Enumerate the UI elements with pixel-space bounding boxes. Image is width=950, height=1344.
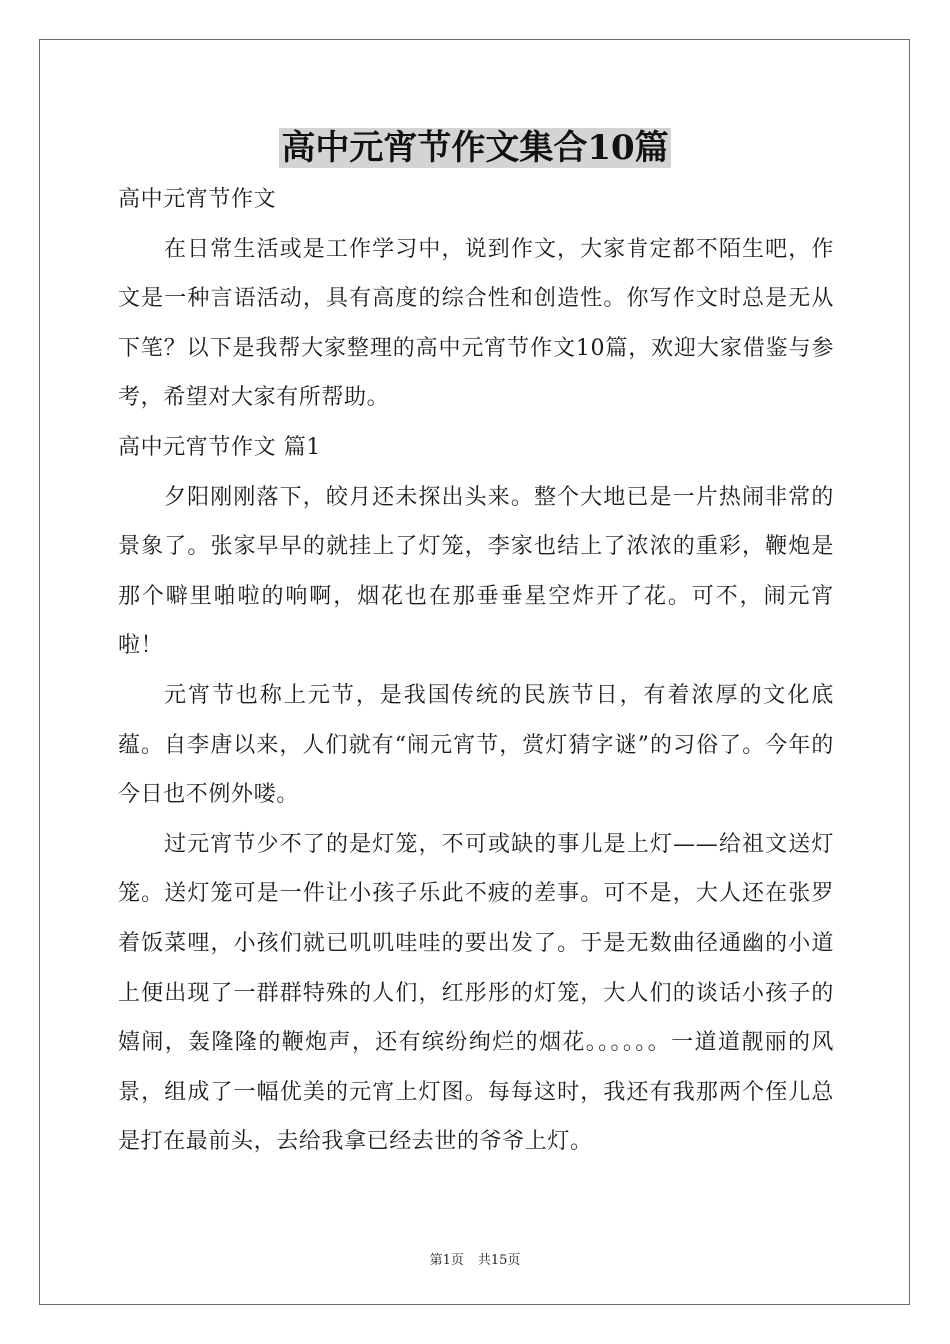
page-number: 第1页 [429, 1253, 464, 1268]
section-heading: 高中元宵节作文 篇1 [118, 434, 321, 460]
page-footer [0, 1249, 950, 1268]
document-title [0, 128, 950, 168]
body-paragraph: 夕阳刚刚落下，皎月还未探出头来。整个大地已是一片热闹非常的景象了。张家早早的就挂上了灯笼，李家也结上了浓浓的重彩，鞭炮是那个噼里啪啦的响啊，烟花也在那垂垂星空炸开了花。可不，闹元宵啦！ [118, 484, 834, 659]
document-body [118, 175, 834, 1167]
body-paragraph: 元宵节也称上元节，是我国传统的民族节日，有着浓厚的文化底蕴。自李唐以来，人们就有“闹元宵节，赏灯猜字谜”的习俗了。今年的今日也不例外喽。 [118, 682, 834, 808]
section-heading: 高中元宵节作文 [118, 187, 277, 212]
page-total: 共15页 [477, 1253, 521, 1268]
title-text: 高中元宵节作文集合10篇 [281, 128, 669, 168]
intro-paragraph: 在日常生活或是工作学习中，说到作文，大家肯定都不陌生吧，作文是一种言语活动，具有高度的综合性和创造性。你写作文时总是无从下笔？以下是我帮大家整理的高中元宵节作文10篇，欢迎大家借鉴与参考，希望对大家有所帮助。 [118, 236, 834, 411]
body-paragraph: 过元宵节少不了的是灯笼，不可或缺的事儿是上灯——给祖文送灯笼。送灯笼可是一件让小孩子乐此不疲的差事。可不是，大人还在张罗着饭菜哩，小孩们就已叽叽哇哇的要出发了。于是无数曲径通幽的小道上便出现了一群群特殊的人们，红彤彤的灯笼，大人们的谈话小孩子的嬉闹，轰隆隆的鞭炮声，还有缤纷绚烂的烟花。。。。。。一道道靓丽的风景，组成了一幅优美的元宵上灯图。每每这时，我还有我那两个侄儿总是打在最前头，去给我拿已经去世的爷爷上灯。 [118, 831, 834, 1155]
